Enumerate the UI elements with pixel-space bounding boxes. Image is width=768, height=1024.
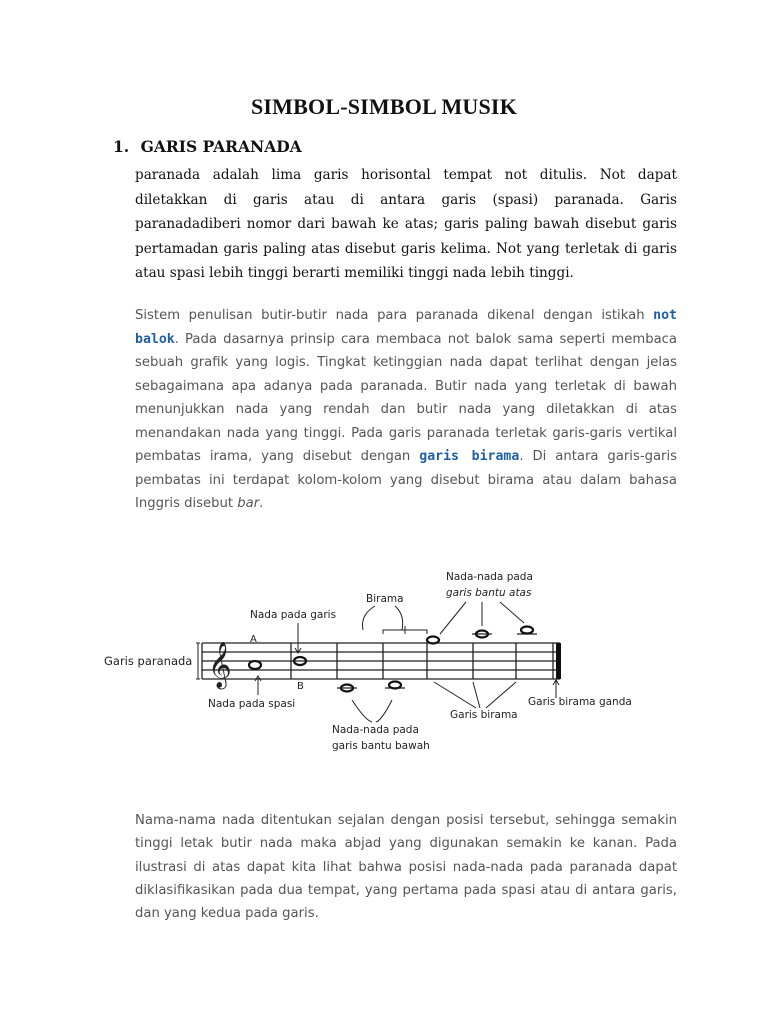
label-note-on-line: Nada pada garis	[250, 609, 337, 621]
arrows-bar-lines	[434, 682, 516, 708]
label-note-in-space: Nada pada spasi	[208, 698, 296, 710]
staff-illustration	[100, 560, 650, 760]
upper-ledger-note-1	[427, 637, 439, 644]
staff-diagram-svg	[100, 560, 650, 760]
note-a-space	[249, 661, 261, 669]
arrow-note-on-line	[295, 623, 301, 653]
section-title: GARIS PARANADA	[140, 137, 302, 156]
label-double-bar: Garis birama ganda	[528, 696, 632, 708]
paragraph-not-balok	[135, 304, 677, 516]
paragraph2-text-4: .	[259, 496, 264, 511]
paragraph-definition: paranada adalah lima garis horisontal tempat not ditulis. Not dapat diletakkan di garis atau di antara garis (spasi) paranada. Garis paranadadiberi nomor dari bawah ke atas; garis paling bawah disebut garis pertamadan garis paling atas disebut garis kelima. Not yang terletak di garis atau spasi lebih tinggi berarti memiliki tinggi nada lebih tinggi.	[135, 167, 677, 281]
label-upper-ledger-2: garis bantu atas	[446, 587, 532, 599]
arrow-note-in-space	[255, 676, 261, 695]
section-number: 1.	[113, 137, 130, 156]
label-lower-ledger-1: Nada-nada pada	[332, 724, 419, 736]
label-note-b: B	[297, 681, 304, 692]
label-note-a: A	[250, 634, 257, 645]
label-bar-lines: Garis birama	[450, 709, 518, 721]
arrows-lower-ledger	[352, 700, 392, 722]
term-garis-birama: garis birama	[419, 449, 520, 464]
paragraph2-text-1: Sistem penulisan butir-butir nada para paranada dikenal dengan istikah	[135, 308, 654, 323]
arrows-upper-ledger	[440, 602, 524, 634]
section-heading	[113, 137, 302, 156]
paragraph-note-names: Nama-nama nada ditentukan sejalan dengan posisi tersebut, sehingga semakin tinggi letak butir nada maka abjad yang digunakan semakin ke kanan. Pada ilustrasi di atas dapat kita lihat bahwa posisi nada-nada pada paranada dapat diklasifikasikan pada dua tempat, yang pertama pada spasi atau di antara garis, dan yang kedua pada garis.	[135, 813, 677, 922]
lower-ledger-note-2	[389, 682, 401, 689]
paragraph2-text-3: . Di antara garis-garis pembatas ini terdapat kolom-kolom yang disebut birama atau dalam bahasa Inggris disebut	[135, 449, 678, 511]
label-lower-ledger-2: garis bantu bawah	[332, 740, 430, 752]
document-title: SIMBOL-SIMBOL MUSIK	[250, 94, 518, 119]
label-birama: Birama	[366, 593, 404, 605]
upper-ledger-note-3	[521, 627, 533, 634]
paragraph2-text-2: . Pada dasarnya prinsip cara membaca not balok sama seperti membaca sebuah grafik yang logis. Tingkat ketinggian nada dapat terlihat dengan jelas sebagaimana apa adanya pada paranada. Butir nada yang terletak di bawah menunjukkan nada yang rendah dan butir nada yang diletakkan di atas menandakan nada yang tinggi. Pada garis paranada terletak garis-garis vertikal pembatas irama, yang disebut dengan	[135, 331, 677, 464]
staff-bracket	[196, 643, 200, 679]
treble-clef-icon: 𝄞	[208, 642, 232, 688]
term-not-balok: not balok	[135, 308, 677, 347]
double-bar-thick	[556, 643, 561, 679]
arrows-birama	[363, 606, 403, 630]
label-staff: Garis paranada	[104, 654, 193, 668]
term-bar: bar	[237, 496, 260, 511]
label-upper-ledger-1: Nada-nada pada	[446, 571, 533, 583]
